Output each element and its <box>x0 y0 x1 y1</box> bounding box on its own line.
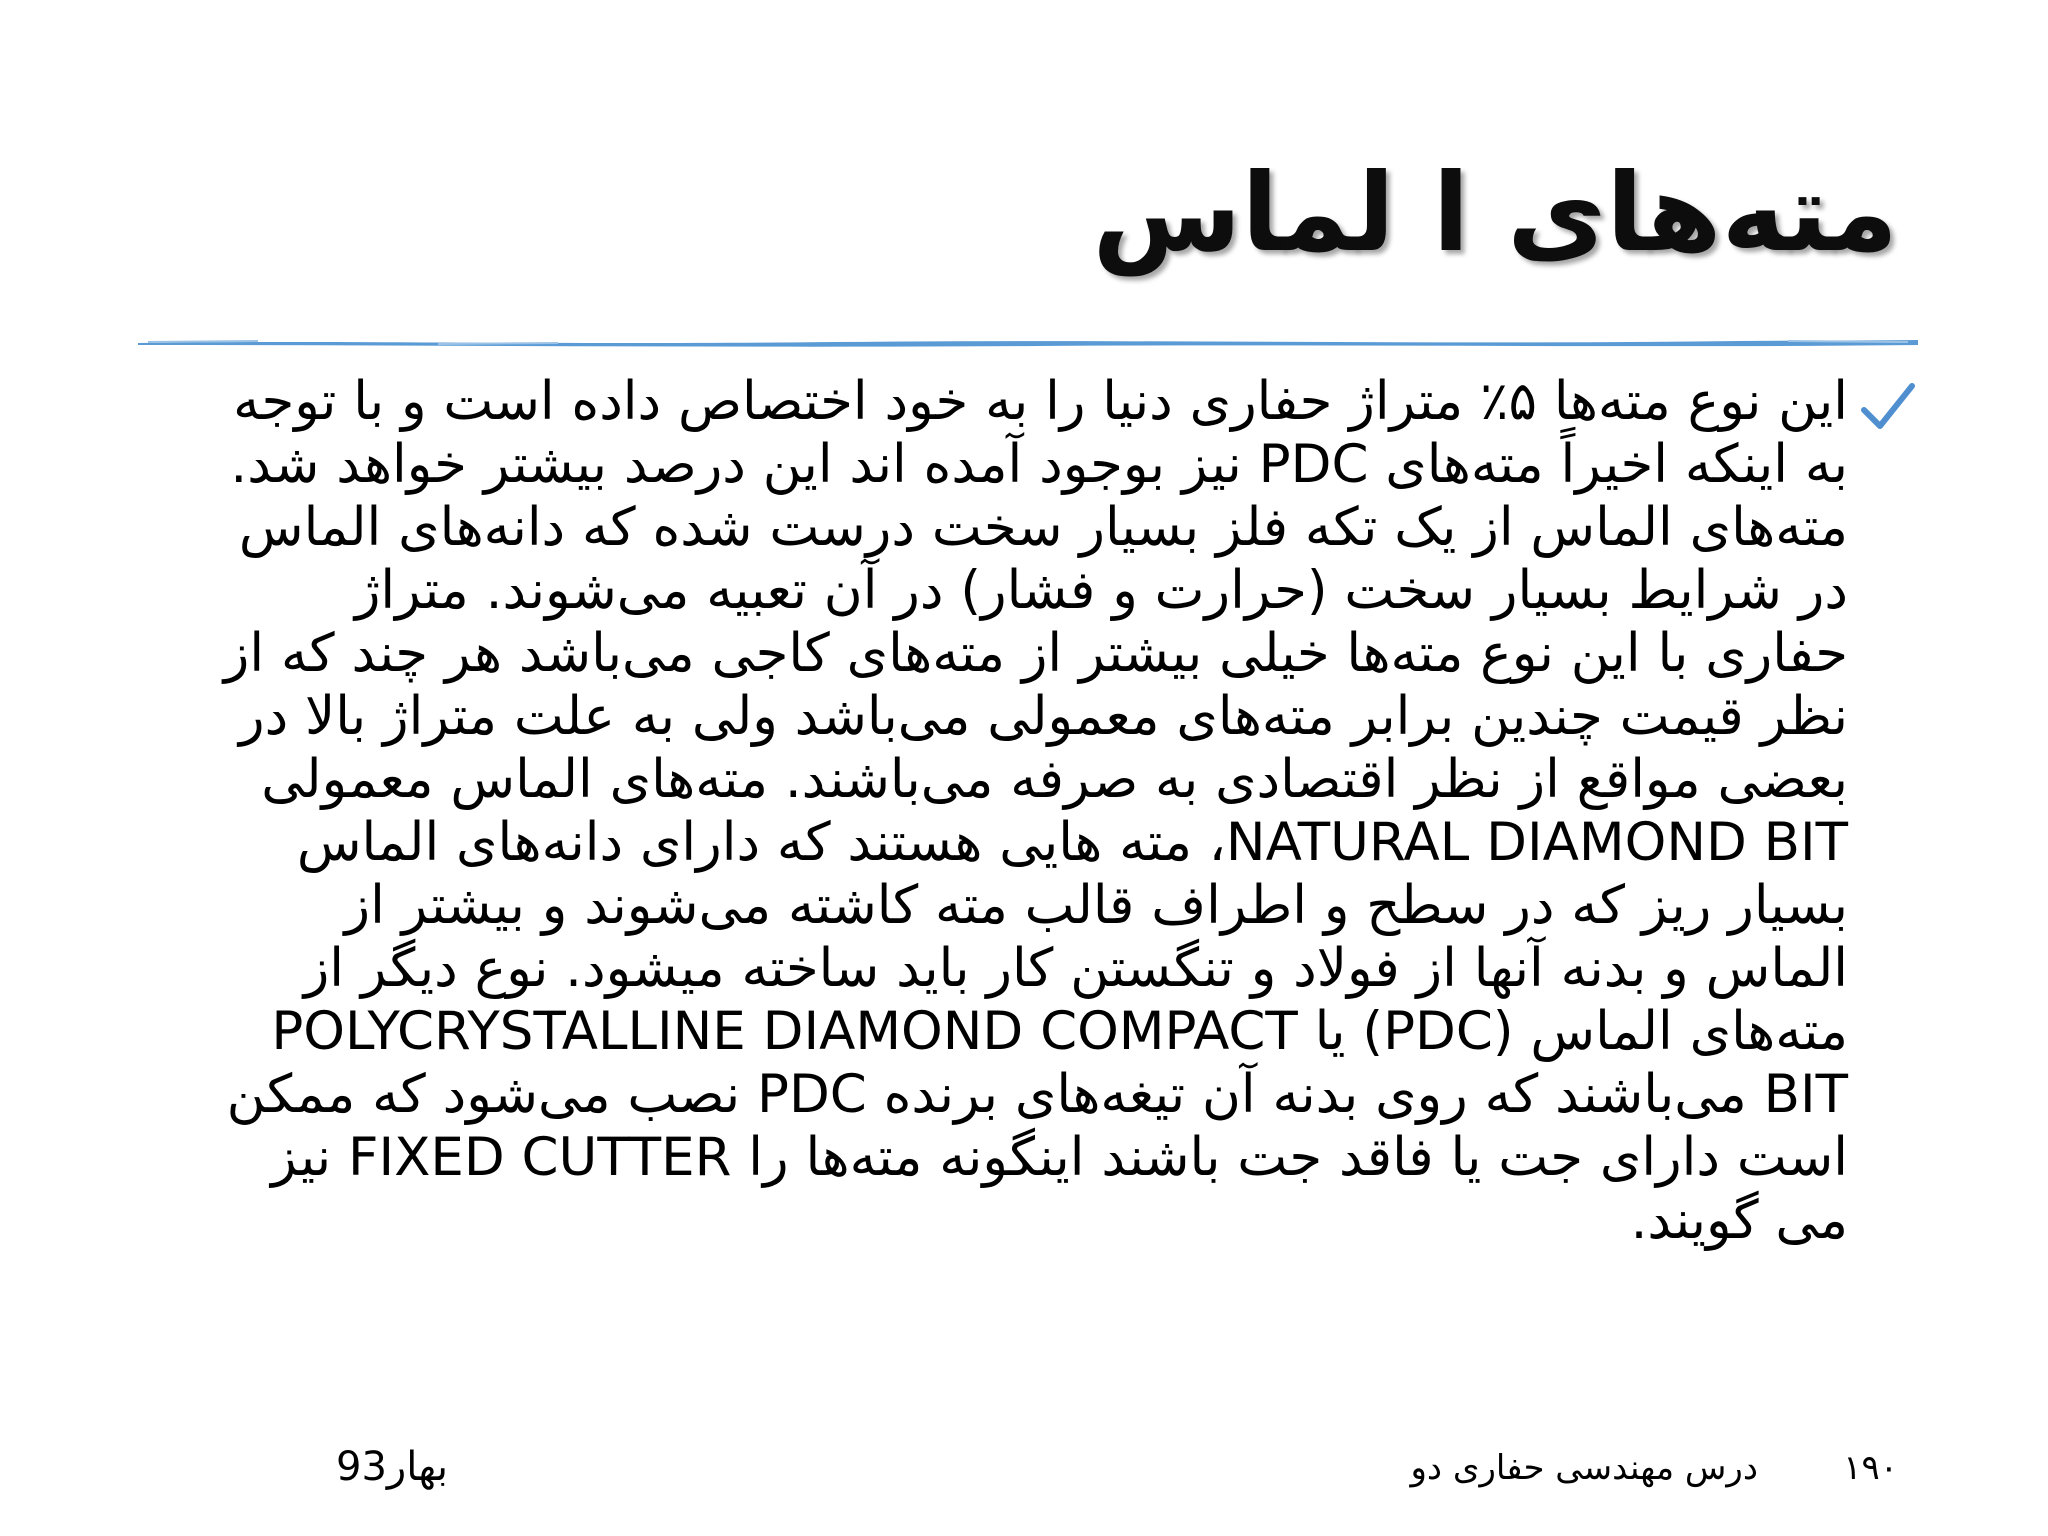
check-icon <box>1860 380 1916 436</box>
title-divider <box>138 336 1918 350</box>
body-paragraph-1: این نوع مته‌ها ۵٪ متراژ حفاری دنیا را به خود اختصاص داده است و با توجه به اینکه اخیراً مته‌های PDC نیز بوجود آمده اند این درصد بیشتر خواهد شد. <box>230 371 1848 495</box>
slide-body <box>198 370 1848 1252</box>
footer-course-name: درس مهندسی حفاری دو <box>1410 1448 1758 1488</box>
footer-term: بهار93 <box>336 1444 448 1490</box>
body-paragraph-2: مته‌های الماس از یک تکه فلز بسیار سخت درست شده که دانه‌های الماس در شرایط بسیار سخت (حرارت و فشار) در آن تعبیه می‌شوند. متراژ حفاری با این نوع مته‌ها خیلی بیشتر از مته‌های کاجی می‌باشد هر چند که از نظر قیمت چندین برابر مته‌های معمولی می‌باشد ولی به علت متراژ بالا در بعضی مواقع از نظر اقتصادی به صرفه می‌باشند. مته‌های الماس معمولی NATURAL DIAMOND BIT، مته هایی هستند که دارای دانه‌های الماس بسیار ریز که در سطح و اطراف قالب مته کاشته می‌شوند و بیشتر از الماس و بدنه آنها از فولاد و تنگستن کار باید ساخته میشود. نوع دیگر از مته‌های الماس (PDC) یا POLYCRYSTALLINE DIAMOND COMPACT BIT می‌باشند که روی بدنه آن تیغه‌های برنده PDC نصب می‌شود که ممکن است دارای جت یا فاقد جت باشند اینگونه مته‌ها را FIXED CUTTER نیز می گویند. <box>223 497 1848 1251</box>
footer-page-number: ۱۹۰ <box>1843 1448 1898 1488</box>
slide-title: مته‌های ا لماس <box>1092 151 1898 276</box>
